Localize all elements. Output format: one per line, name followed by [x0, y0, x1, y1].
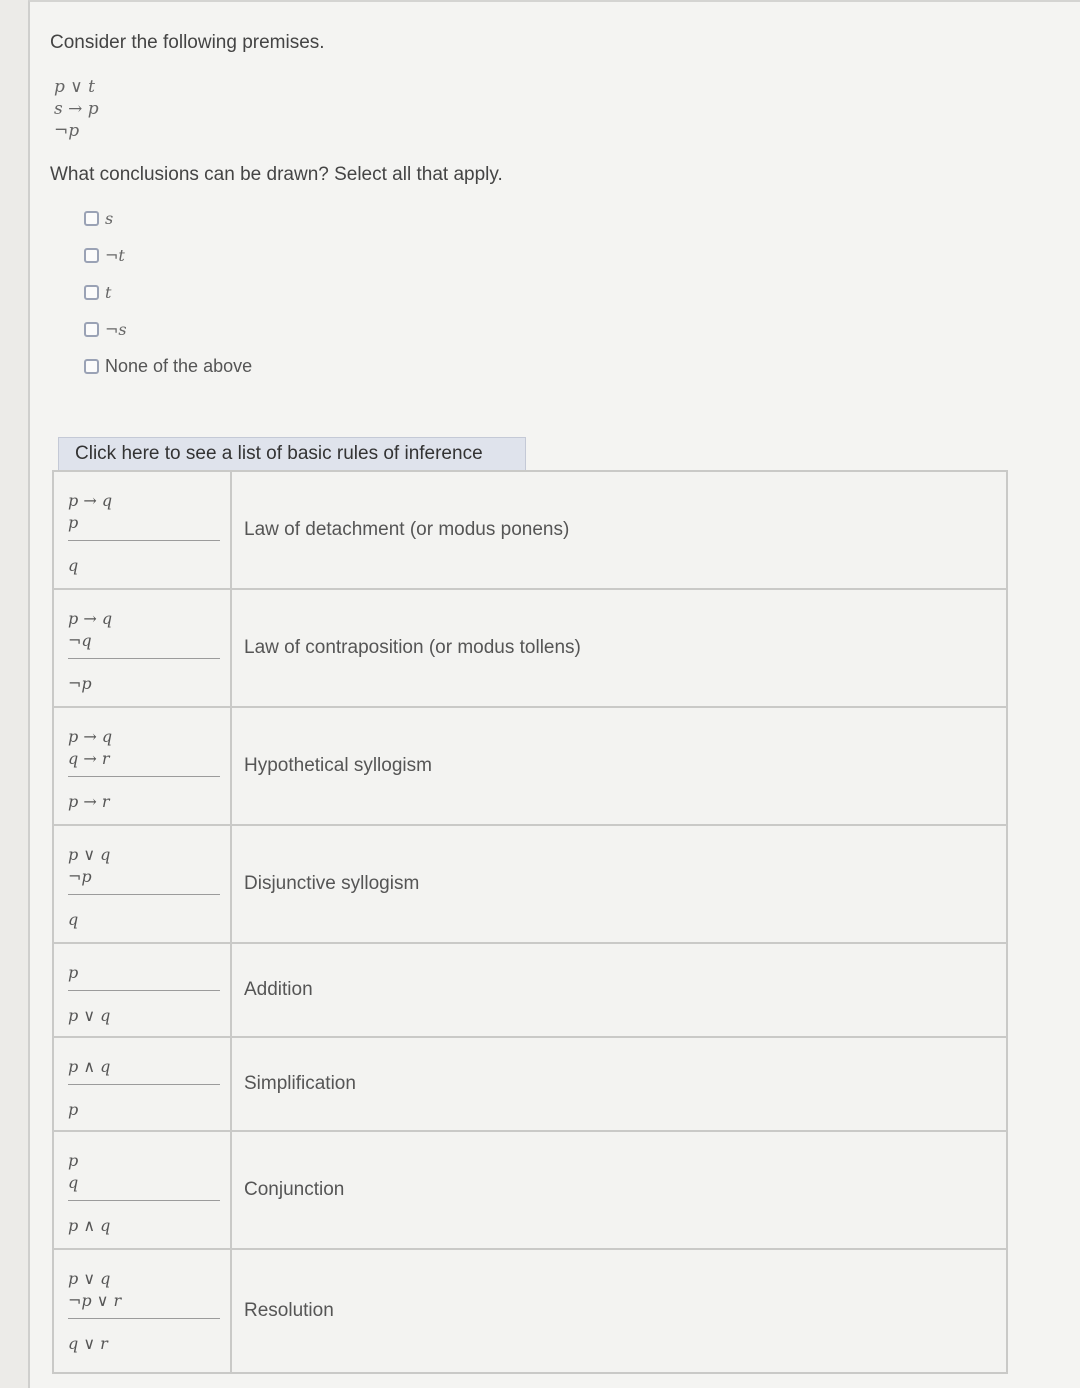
inference-line	[68, 658, 220, 659]
rule-row	[54, 472, 1006, 590]
checkbox[interactable]	[84, 248, 99, 263]
rule-formula	[54, 826, 232, 942]
rule-name: Addition	[244, 979, 313, 1000]
rule-conclusion: p ∨ q	[68, 1006, 111, 1025]
rule-name: Disjunctive syllogism	[244, 873, 420, 894]
checkbox[interactable]	[84, 359, 99, 374]
rule-formula	[54, 1250, 232, 1372]
rule-row	[54, 1250, 1006, 1372]
checkbox[interactable]	[84, 285, 99, 300]
premise: s → p	[54, 99, 99, 119]
rule-conclusion: p	[68, 1100, 79, 1119]
rule-formula	[54, 1132, 232, 1248]
option-label: t	[105, 283, 112, 302]
inference-line	[68, 776, 220, 777]
inference-line	[68, 540, 220, 541]
option-s[interactable]	[84, 200, 252, 237]
rule-premise: p	[68, 513, 79, 532]
inference-line	[68, 1200, 220, 1201]
rule-premise: ¬p	[68, 867, 92, 886]
rule-premise: ¬p ∨ r	[68, 1291, 122, 1310]
inference-line	[68, 990, 220, 991]
option-t[interactable]	[84, 274, 252, 311]
rule-premise: q	[68, 1173, 79, 1192]
rules-of-inference-button[interactable]: Click here to see a list of basic rules of inference	[58, 437, 526, 471]
answer-options	[84, 200, 252, 385]
option-label: None of the above	[105, 356, 253, 376]
rule-premise: p	[68, 963, 79, 982]
option-label: ¬s	[105, 320, 127, 339]
inference-line	[68, 1318, 220, 1319]
rule-name: Law of detachment (or modus ponens)	[244, 519, 570, 540]
rule-conclusion: q	[68, 556, 79, 575]
rule-row	[54, 826, 1006, 944]
premise: ¬p	[54, 121, 80, 141]
rule-premise: p → q	[68, 609, 113, 628]
rule-row	[54, 1038, 1006, 1132]
checkbox[interactable]	[84, 211, 99, 226]
premise-list	[54, 76, 99, 142]
inference-line	[68, 894, 220, 895]
rule-name: Law of contraposition (or modus tollens)	[244, 637, 581, 658]
option-none[interactable]	[84, 348, 252, 385]
rule-formula	[54, 944, 232, 1036]
rule-premise: p → q	[68, 727, 113, 746]
premise: p ∨ t	[54, 77, 95, 97]
rule-conclusion: ¬p	[68, 674, 92, 693]
rule-formula	[54, 472, 232, 588]
rules-table	[52, 470, 1008, 1374]
rule-name: Hypothetical syllogism	[244, 755, 432, 776]
rule-formula	[54, 1038, 232, 1130]
rule-premise: q → r	[68, 749, 110, 768]
checkbox[interactable]	[84, 322, 99, 337]
rule-premise: p ∧ q	[68, 1057, 111, 1076]
option-label: s	[105, 209, 114, 228]
option-not-s[interactable]	[84, 311, 252, 348]
rule-premise: ¬q	[68, 631, 92, 650]
rule-premise: p → q	[68, 491, 113, 510]
rule-name: Resolution	[244, 1300, 334, 1321]
rule-conclusion: p ∧ q	[68, 1216, 111, 1235]
rule-row	[54, 590, 1006, 708]
rule-conclusion: q ∨ r	[68, 1334, 108, 1353]
rule-row	[54, 708, 1006, 826]
rule-premise: p ∨ q	[68, 1269, 111, 1288]
question-text: What conclusions can be drawn? Select all that apply.	[50, 164, 503, 185]
rule-name: Conjunction	[244, 1179, 345, 1200]
option-not-t[interactable]	[84, 237, 252, 274]
rule-formula	[54, 590, 232, 706]
rule-row	[54, 944, 1006, 1038]
rule-name: Simplification	[244, 1073, 356, 1094]
intro-text: Consider the following premises.	[50, 32, 325, 53]
rule-row	[54, 1132, 1006, 1250]
option-label: ¬t	[105, 246, 125, 265]
inference-line	[68, 1084, 220, 1085]
rule-conclusion: q	[68, 910, 79, 929]
rule-premise: p ∨ q	[68, 845, 111, 864]
rule-conclusion: p → r	[68, 792, 110, 811]
rule-premise: p	[68, 1151, 79, 1170]
rule-formula	[54, 708, 232, 824]
